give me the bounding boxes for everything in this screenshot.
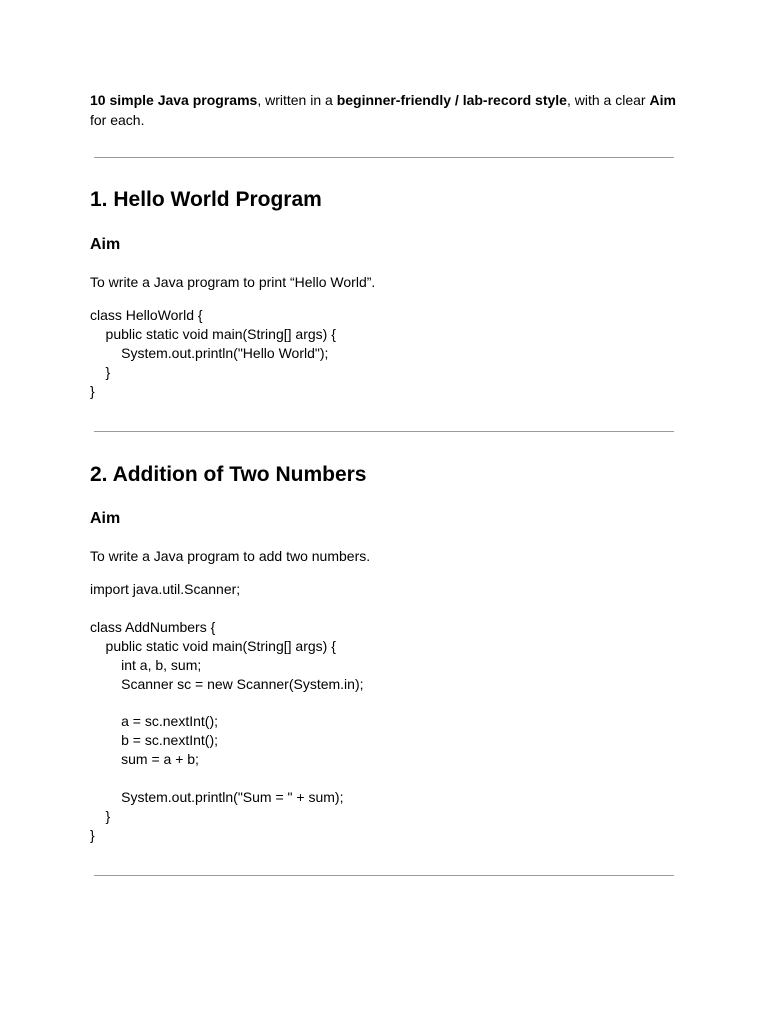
section-title: 2. Addition of Two Numbers — [90, 463, 367, 486]
intro-bold-aim: Aim — [649, 92, 676, 108]
section-title: 1. Hello World Program — [90, 188, 322, 211]
aim-heading: Aim — [90, 510, 121, 527]
intro-text-2: , with a clear — [566, 92, 650, 108]
divider — [94, 431, 674, 432]
intro-paragraph — [90, 91, 690, 130]
intro-bold-style: beginner-friendly / lab-record style — [336, 92, 567, 108]
intro-text-1: , written in a — [257, 92, 337, 108]
code-block: class HelloWorld { public static void main(String[] args) { System.out.println("Hello World"); } } — [90, 307, 336, 399]
code-block: import java.util.Scanner; class AddNumbers { public static void main(String[] args) { int a, b, sum; Scanner sc = new Scanner(System.in); a = sc.nextInt(); b = sc.nextInt(); sum = a + b; System.out.println("Sum = " + sum); } } — [90, 581, 364, 843]
intro-bold-programs: 10 simple Java programs — [90, 92, 258, 108]
aim-text: To write a Java program to add two numbers. — [90, 548, 371, 564]
divider — [94, 875, 674, 876]
aim-heading: Aim — [90, 236, 121, 253]
aim-text: To write a Java program to print “Hello World”. — [90, 274, 376, 290]
divider — [94, 157, 674, 158]
intro-text-3: for each. — [90, 111, 145, 128]
